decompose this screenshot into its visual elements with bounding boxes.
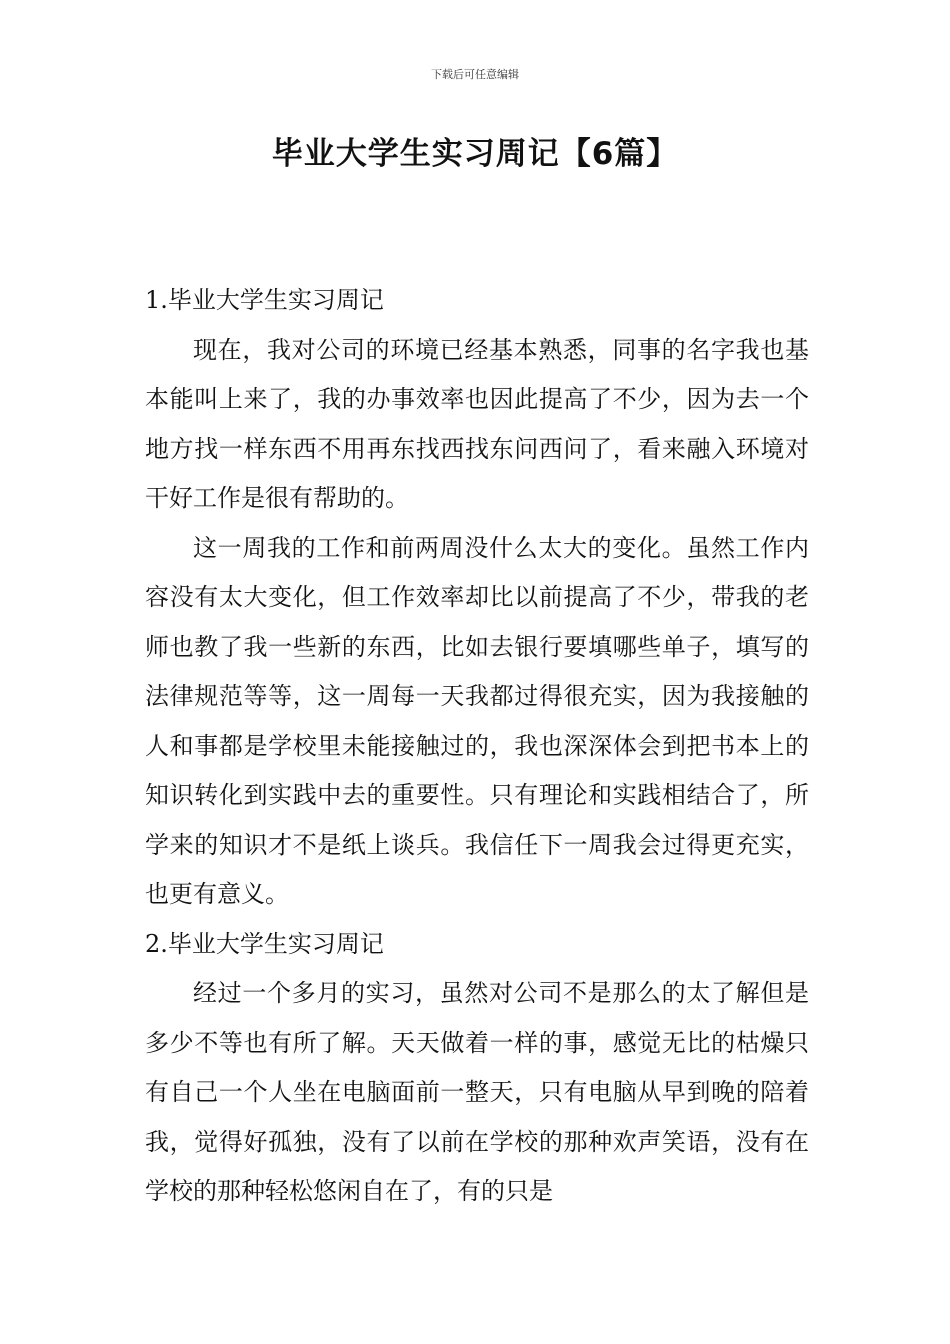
paragraph: 经过一个多月的实习，虽然对公司不是那么的太了解但是多少不等也有所了解。天天做着一样的事，感觉无比的枯燥只有自己一个人坐在电脑面前一整天，只有电脑从早到晚的陪着我，觉得好孤独，没有了以前在学校的那种欢声笑语，没有在学校的那种轻松悠闲自在了，有的只是 [145, 979, 809, 1205]
paragraph: 现在，我对公司的环境已经基本熟悉，同事的名字我也基本能叫上来了，我的办事效率也因此提高了不少，因为去一个地方找一样东西不用再东找西找东问西问了，看来融入环境对干好工作是很有帮助的。 [145, 335, 809, 512]
paragraph: 这一周我的工作和前两周没什么太大的变化。虽然工作内容没有太大变化，但工作效率却比以前提高了不少，带我的老师也教了我一些新的东西，比如去银行要填哪些单子，填写的法律规范等等，这一周每一天我都过得很充实，因为我接触的人和事都是学校里未能接触过的，我也深深体会到把书本上的知识转化到实践中去的重要性。只有理论和实践相结合了，所学来的知识才不是纸上谈兵。我信任下一周我会过得更充实，也更有意义。 [145, 533, 809, 908]
document-body [145, 276, 809, 1217]
header-note: 下载后可任意编辑 [431, 68, 519, 81]
section-heading: 1.毕业大学生实习周记 [145, 286, 384, 314]
document-title: 毕业大学生实习周记【6篇】 [271, 136, 679, 172]
section-heading: 2.毕业大学生实习周记 [145, 929, 384, 958]
